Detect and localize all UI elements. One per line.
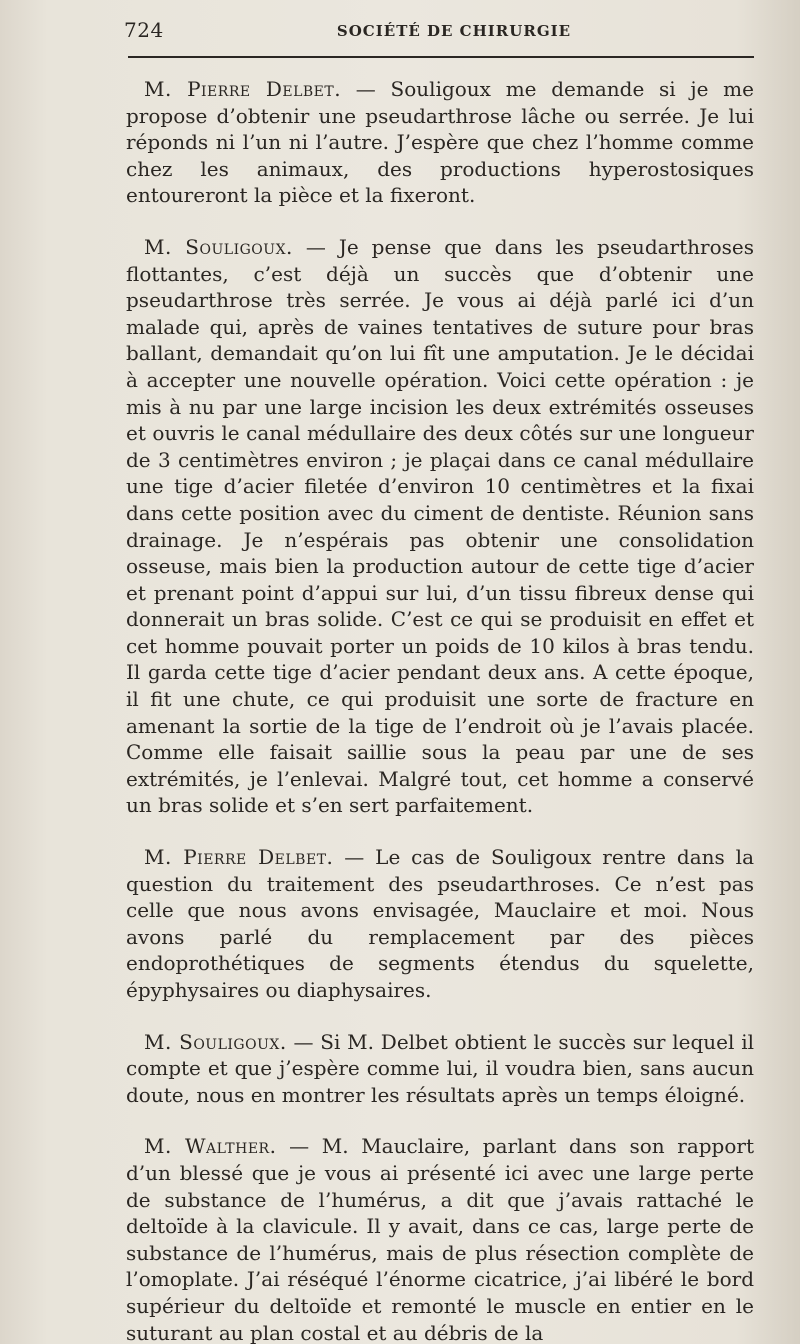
speaker-name: M. Souligoux. [144,1029,287,1054]
header-rule [128,56,754,58]
paragraph-text: — Je pense que dans les pseudarthroses flottantes, c’est déjà un succès que d’obtenir une pseudarthrose très serrée. Je vous ai déjà parlé ici d’un malade qui, après de vaines tentatives de suture pour bras ballant, demandait qu’on lui fît une amputation. Je le décidai à accepter une nouvelle opération. Voici cette opération : je mis à nu par une large incision les deux extrémités osseuses et ouvris le canal médullaire des deux côtés sur une longueur de 3 centimètres environ ; je plaçai dans ce canal médullaire une tige d’acier filetée d’environ 10 centimètres et la fixai dans cette position avec du ciment de dentiste. Réunion sans drainage. Je n’espérais pas obtenir une consolidation osseuse, mais bien la production autour de cette tige d’acier et prenant point d’appui sur lui, d’un tissu fibreux dense qui donnerait un bras solide. C’est ce qui se produisit en effet et cet homme pouvait porter un poids de 10 kilos à bras tendu. Il garda cette tige d’acier pendant deux ans. A cette époque, il fit une chute, ce qui produisit une sorte de fracture en amenant la sortie de la tige de l’endroit où je l’avais placée. Comme elle faisait saillie sous la peau par une de ses extrémités, je l’enlevai. Malgré tout, cet homme a conservé un bras solide et s’en sert parfaitement. [126,234,754,818]
speaker-name: M. Souligoux. [144,234,293,259]
page-header [124,14,754,42]
speaker-name: M. Pierre Delbet. [144,77,342,101]
paragraph-souligoux-1 [126,234,754,819]
text-body [126,76,754,1344]
speaker-name: M. Pierre Delbet. [144,845,334,870]
paragraph-walther [126,1133,754,1344]
page-number: 724 [124,18,164,42]
paragraph-text: — M. Mauclaire, parlant dans son rapport d’un blessé que je vous ai présenté ici avec une large perte de substance de l’humérus, a dit que j’avais rattaché le deltoïde à la clavicule. Il y avait, dans ce cas, large perte de substance de l’humérus, mais de plus résection complète de l’omoplate. J’ai réséqué l’énorme cicatrice, j’ai libéré le bord supérieur du deltoïde et remonté le muscle en entier en le suturant au plan costal et au débris de la [126,1134,754,1344]
paragraph-delbet-2 [126,844,754,1004]
running-head: SOCIÉTÉ DE CHIRURGIE [336,22,572,40]
paragraph-text: — Souligoux me demande si je me propose d’obtenir une pseudarthrose lâche ou serrée. Je lui réponds ni l’un ni l’autre. J’espère que chez l’homme comme chez les animaux, des productions hyperostosiques entoureront la pièce et la fixeront. [126,77,754,208]
paragraph-delbet-1 [126,76,754,209]
paragraph-text: — Si M. Delbet obtient le succès sur lequel il compte et que j’espère comme lui, il voudra bien, sans aucun doute, nous en montrer les résultats après un temps éloigné. [126,1029,754,1107]
paragraph-souligoux-2 [126,1029,754,1109]
speaker-name: M. Walther. [144,1134,277,1159]
paragraph-text: — Le cas de Souligoux rentre dans la question du traitement des pseudarthroses. Ce n’est pas celle que nous avons envisagée, Mauclaire et moi. Nous avons parlé du remplacement par des pièces endoprothétiques de segments étendus du squelette, épyphysaires ou diaphysaires. [126,845,754,1002]
